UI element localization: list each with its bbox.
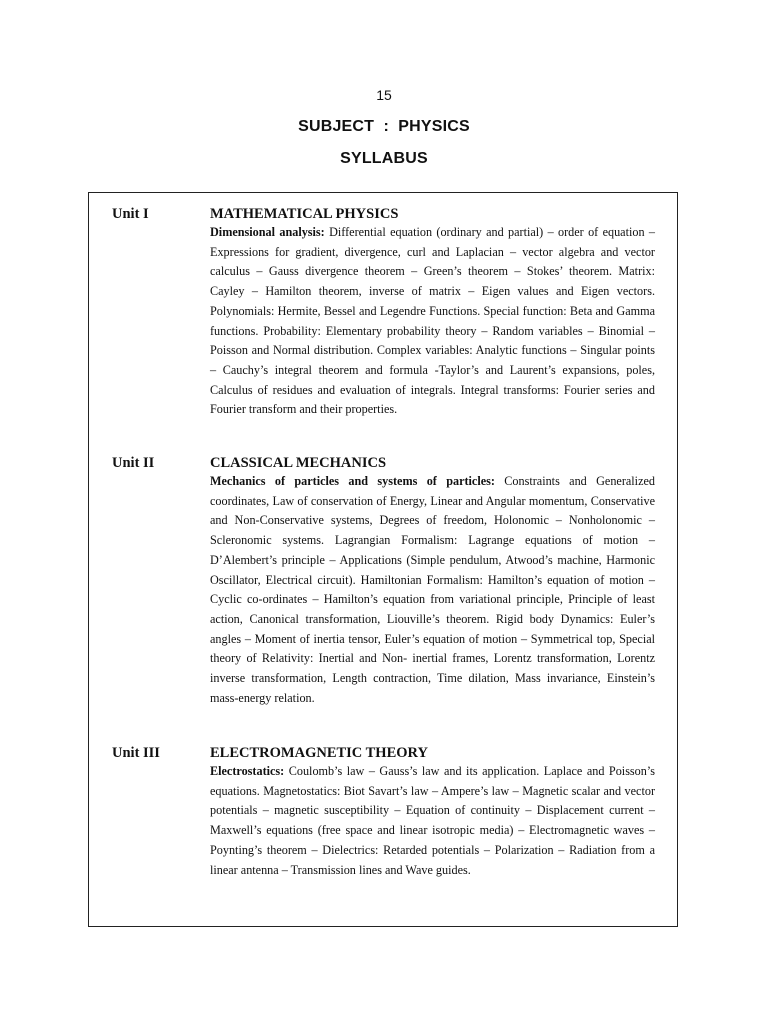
syllabus-box xyxy=(88,192,678,927)
unit-content xyxy=(210,205,655,420)
unit-content xyxy=(210,744,655,880)
unit-body-text: Differential equation (ordinary and partial) – order of equation – Expressions for gradient, divergence, curl and Laplacian – vector algebra and vector calculus – Gauss divergence theorem – Green’s theorem – Stokes’ theorem. Matrix: Cayley – Hamilton theorem, inverse of matrix – Eigen values and Eigen vectors. Polynomials: Hermite, Bessel and Legendre Functions. Special function: Beta and Gamma functions. Probability: Elementary probability theory – Random variables – Binomial – Poisson and Normal distribution. Complex variables: Analytic functions – Singular points – Cauchy’s integral theorem and formula -Taylor’s and Laurent’s expansions, poles, Calculus of residues and evaluation of integrals. Integral transforms: Fourier series and Fourier transform and their properties. xyxy=(210,225,655,417)
unit-label: Unit II xyxy=(112,455,155,471)
unit-body-text: Coulomb’s law – Gauss’s law and its application. Laplace and Poisson’s equations. Magnetostatics: Biot Savart’s law – Ampere’s law – Magnetic scalar and vector potentials – magnetic susceptibility – Equation of continuity – Displacement current – Maxwell’s equations (free space and linear isotropic media) – Electromagnetic waves – Poynting’s theorem – Dielectrics: Retarded potentials – Polarization – Radiation from a linear antenna – Transmission lines and Wave guides. xyxy=(210,764,655,877)
unit-title: ELECTROMAGNETIC THEORY xyxy=(210,745,428,761)
unit-content xyxy=(210,454,655,708)
syllabus-heading: SYLLABUS xyxy=(340,150,428,167)
unit-description xyxy=(210,223,655,420)
unit-title: MATHEMATICAL PHYSICS xyxy=(210,206,399,222)
unit-description xyxy=(210,472,655,708)
subject-heading: SUBJECT : PHYSICS xyxy=(298,118,470,135)
unit-description xyxy=(210,762,655,880)
unit-title: CLASSICAL MECHANICS xyxy=(210,455,387,471)
unit-lead-term: Electrostatics: xyxy=(210,764,285,778)
unit-lead-term: Dimensional analysis: xyxy=(210,225,325,239)
unit-lead-term: Mechanics of particles and systems of particles: xyxy=(210,474,495,488)
unit-label: Unit I xyxy=(112,206,149,222)
unit-label: Unit III xyxy=(112,745,160,761)
page-number: 15 xyxy=(376,87,392,103)
unit-body-text: Constraints and Generalized coordinates, Law of conservation of Energy, Linear and Angular momentum, Conservative and Non-Conservative systems, Degrees of freedom, Holonomic – Nonholonomic – Scleronomic systems. Lagrangian Formalism: Lagrange equations of motion – D’Alembert’s principle – Applications (Simple pendulum, Atwood’s machine, Harmonic Oscillator, Electrical circuit). Hamiltonian Formalism: Hamilton’s equation of motion – Cyclic co-ordinates – Hamilton’s equation from variational principle, Principle of least action, Canonical transformation, Liouville’s theorem. Rigid body Dynamics: Euler’s angles – Moment of inertia tensor, Euler’s equation of motion – Symmetrical top, Special theory of Relativity: Inertial and Non- inertial frames, Lorentz transformation, Lorentz inverse transformation, Length contraction, Time dilation, Mass invariance, Einstein’s mass-energy relation. xyxy=(210,474,655,705)
